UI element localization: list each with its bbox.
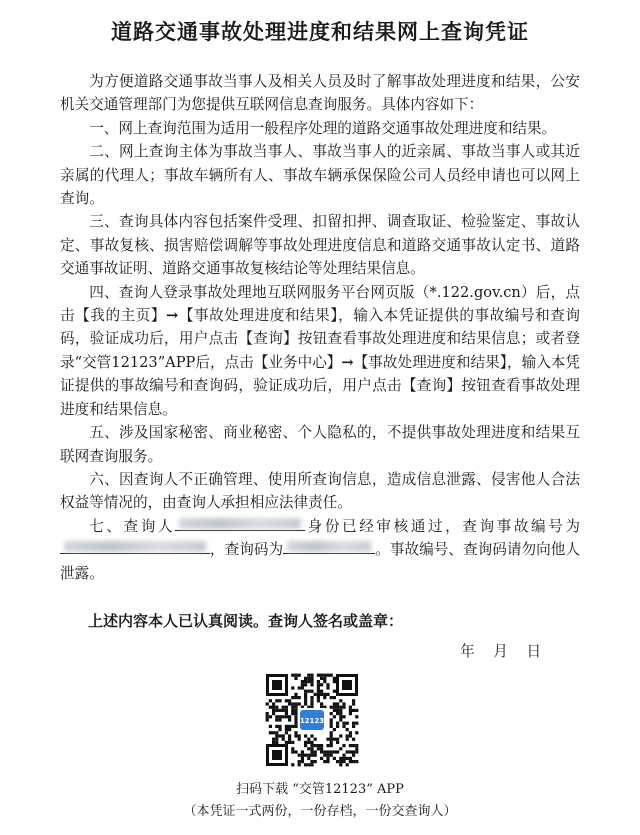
qr-code[interactable] [262,670,362,770]
qr-code-icon [262,670,362,770]
clause-7 [60,515,580,585]
clause-3: 三、查询具体内容包括案件受理、扣留扣押、调查取证、检验鉴定、事故认定、事故复核、损害赔偿调解等事故处理进度信息和道路交通事故认定书、道路交通事故证明、道路交通事故复核结论等处理结果信息。 [60,213,580,278]
clause-7-part-a: 七、查询人 [89,517,176,535]
clause-2: 二、网上查询主体为事故当事人、事故当事人的近亲属、事故当事人或其近亲属的代理人；事故车辆所有人、事故车辆承保保险公司人员经申请也可以网上查询。 [60,143,580,208]
arrow-right-icon: → [341,353,354,371]
app-logo-icon [298,708,326,732]
accident-number-blank [60,539,210,554]
signature-statement: 上述内容本人已认真阅读。查询人签名或盖章： [88,612,404,630]
qr-finder-top-right [336,674,358,696]
document-body [60,70,580,585]
clause-4-part-b: 【事故处理进度和结果】，输入本凭证提供的事故编号和查询码，验证成功后，用户点击【查询】按钮查看事故处理进度和结果信息；或者登录“交管12123”APP后，点击【业务中心】 [60,307,580,371]
arrow-right-icon: → [166,307,179,325]
clause-6: 六、因查询人不正确管理、使用所查询信息，造成信息泄露、侵害他人合法权益等情况的，由查询人承担相应法律责任。 [60,470,580,512]
applicant-name-blank [175,516,305,531]
clause-1: 一、网上查询范围为适用一般程序处理的道路交通事故处理进度和结果。 [89,119,557,137]
clause-4-part-a: 四、查询人登录事故处理地互联网服务平台网页版（*.122.gov.cn）后，点击【我的主页】 [60,283,580,325]
intro-paragraph: 为方便道路交通事故当事人及相关人员及时了解事故处理进度和结果，公安机关交通管理部门为您提供互联网信息查询服务。具体内容如下： [60,73,580,114]
clause-7-part-d: 。事故编号、查询码请勿向他人泄露。 [60,541,580,582]
query-code-blank [283,539,375,554]
clause-5: 五、涉及国家秘密、商业秘密、个人隐私的，不提供事故处理进度和结果互联网查询服务。 [60,424,580,465]
clause-4-part-c: 【事故处理进度和结果】，输入本凭证提供的事故编号和查询码，验证成功后，用户点击【查询】按钮查看事故处理进度和结果信息。 [60,353,581,418]
clause-4 [60,281,580,421]
redacted-name [179,518,301,529]
qr-finder-top-left [266,674,288,696]
clause-7-part-b: 身份已经审核通过，查询事故编号为 [305,517,580,535]
date-line: 年 月 日 [460,643,542,660]
redacted-accident-number [64,541,206,552]
app-logo-text: 12123 [299,717,325,725]
clause-7-part-c: ，查询码为 [210,541,284,559]
document-title: 道路交通事故处理进度和结果网上查询凭证 [111,20,529,44]
redacted-query-code [287,541,371,552]
copies-note: （本凭证一式两份，一份存档，一份交查询人） [183,804,457,819]
download-caption: 扫码下载 “交管12123” APP [236,782,404,797]
qr-finder-bottom-left [266,744,288,766]
